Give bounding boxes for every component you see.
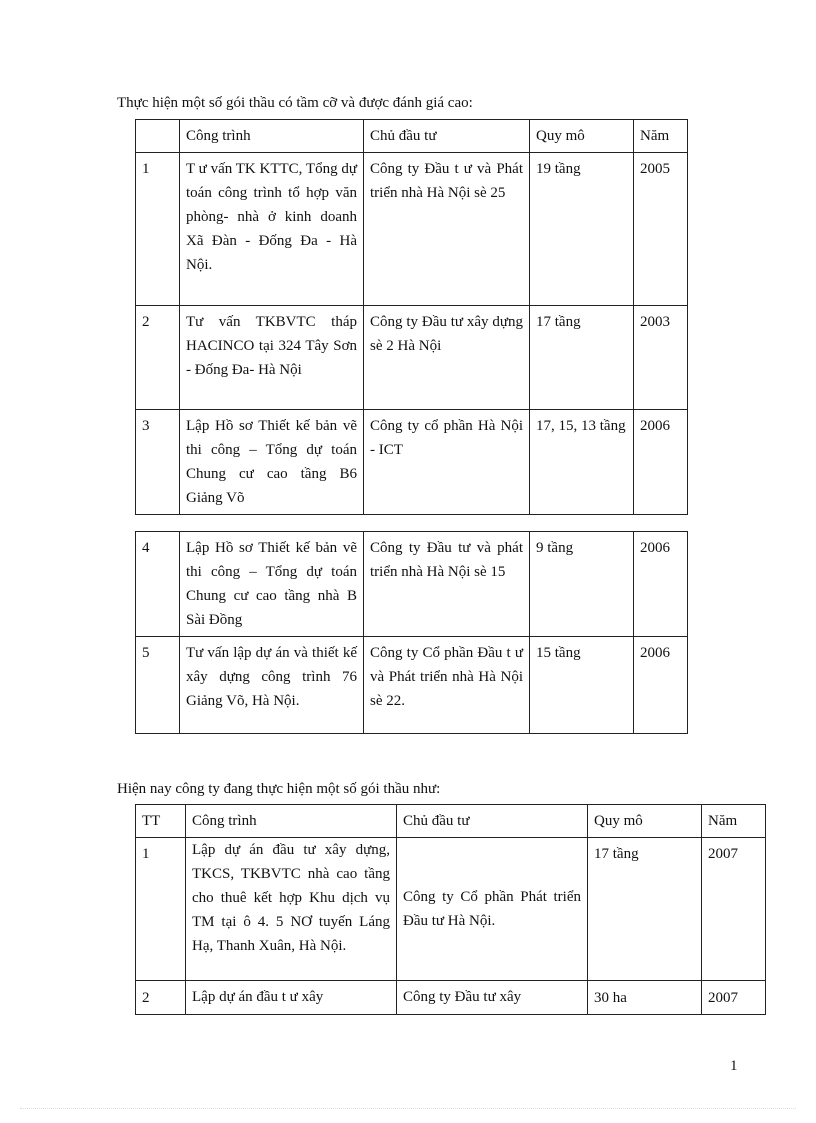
- table-header-row: [136, 120, 688, 153]
- scale-cell: 17 tầng: [588, 838, 702, 981]
- section1-heading: Thực hiện một số gói thầu có tầm cỡ và được đánh giá cao:: [117, 95, 473, 111]
- completed-projects-table-part2: [135, 531, 688, 734]
- scale-cell: 17, 15, 13 tầng: [530, 410, 634, 515]
- header-cell: Chủ đầu tư: [397, 805, 588, 838]
- scale-cell: 17 tầng: [530, 306, 634, 410]
- header-cell: Công trình: [180, 120, 364, 153]
- header-cell: Chủ đầu tư: [364, 120, 530, 153]
- completed-projects-table-part1: [135, 119, 688, 515]
- owner-cell: Công ty Đầu tư xây: [397, 981, 588, 1015]
- table-row: [136, 981, 766, 1015]
- owner-cell: Công ty Cổ phần Phát triển Đầu tư Hà Nội.: [397, 838, 588, 981]
- table-row: [136, 153, 688, 306]
- row-number: 4: [136, 532, 180, 637]
- scale-cell: 15 tầng: [530, 637, 634, 734]
- project-cell: Lập Hồ sơ Thiết kế bản vẽ thi công – Tổng dự toán Chung cư cao tầng B6 Giảng Võ: [180, 410, 364, 515]
- year-cell: 2006: [634, 410, 688, 515]
- owner-cell: Công ty Đầu tư xây dựng sè 2 Hà Nội: [364, 306, 530, 410]
- row-number: 2: [136, 981, 186, 1015]
- header-cell: Quy mô: [530, 120, 634, 153]
- table-row: [136, 306, 688, 410]
- row-number: 3: [136, 410, 180, 515]
- header-cell: Năm: [634, 120, 688, 153]
- project-cell: Tư vấn TKBVTC tháp HACINCO tại 324 Tây Sơn - Đống Đa- Hà Nội: [180, 306, 364, 410]
- owner-cell: Công ty Đầu tư và phát triển nhà Hà Nội sè 15: [364, 532, 530, 637]
- row-number: 1: [136, 838, 186, 981]
- owner-cell: Công ty Cổ phần Đầu t ư và Phát triển nhà Hà Nội sè 22.: [364, 637, 530, 734]
- owner-cell: Công ty cổ phần Hà Nội - ICT: [364, 410, 530, 515]
- year-cell: 2005: [634, 153, 688, 306]
- row-number: 2: [136, 306, 180, 410]
- year-cell: 2003: [634, 306, 688, 410]
- project-cell: Tư vấn lập dự án và thiết kế xây dựng công trình 76 Giảng Võ, Hà Nội.: [180, 637, 364, 734]
- scale-cell: 19 tầng: [530, 153, 634, 306]
- project-cell: T ư vấn TK KTTC, Tổng dự toán công trình tổ hợp văn phòng- nhà ở kinh doanh Xã Đàn - Đống Đa - Hà Nội.: [180, 153, 364, 306]
- project-cell: Lập Hồ sơ Thiết kế bản vẽ thi công – Tổng dự toán Chung cư cao tầng nhà B Sài Đồng: [180, 532, 364, 637]
- table-row: [136, 410, 688, 515]
- year-cell: 2006: [634, 532, 688, 637]
- row-number: 5: [136, 637, 180, 734]
- page-number: 1: [730, 1058, 738, 1074]
- scale-cell: 9 tầng: [530, 532, 634, 637]
- section2-heading: Hiện nay công ty đang thực hiện một số gói thầu như:: [117, 781, 441, 797]
- project-cell: Lập dự án đầu tư xây dựng, TKCS, TKBVTC nhà cao tầng cho thuê kết hợp Khu dịch vụ TM tại ô 4. 5 NƠ tuyến Láng Hạ, Thanh Xuân, Hà Nội.: [186, 838, 397, 981]
- row-number: 1: [136, 153, 180, 306]
- year-cell: 2007: [702, 838, 766, 981]
- header-cell: Quy mô: [588, 805, 702, 838]
- year-cell: 2007: [702, 981, 766, 1015]
- owner-cell: Công ty Đầu t ư và Phát triển nhà Hà Nội sè 25: [364, 153, 530, 306]
- header-cell: Công trình: [186, 805, 397, 838]
- scale-cell: 30 ha: [588, 981, 702, 1015]
- header-cell: TT: [136, 805, 186, 838]
- year-cell: 2006: [634, 637, 688, 734]
- ongoing-projects-table: [135, 804, 766, 1015]
- table-row: [136, 637, 688, 734]
- table-header-row: [136, 805, 766, 838]
- table-row: [136, 838, 766, 981]
- header-cell: [136, 120, 180, 153]
- table-row: [136, 532, 688, 637]
- project-cell: Lập dự án đầu t ư xây: [186, 981, 397, 1015]
- header-cell: Năm: [702, 805, 766, 838]
- page-divider: [20, 1108, 796, 1109]
